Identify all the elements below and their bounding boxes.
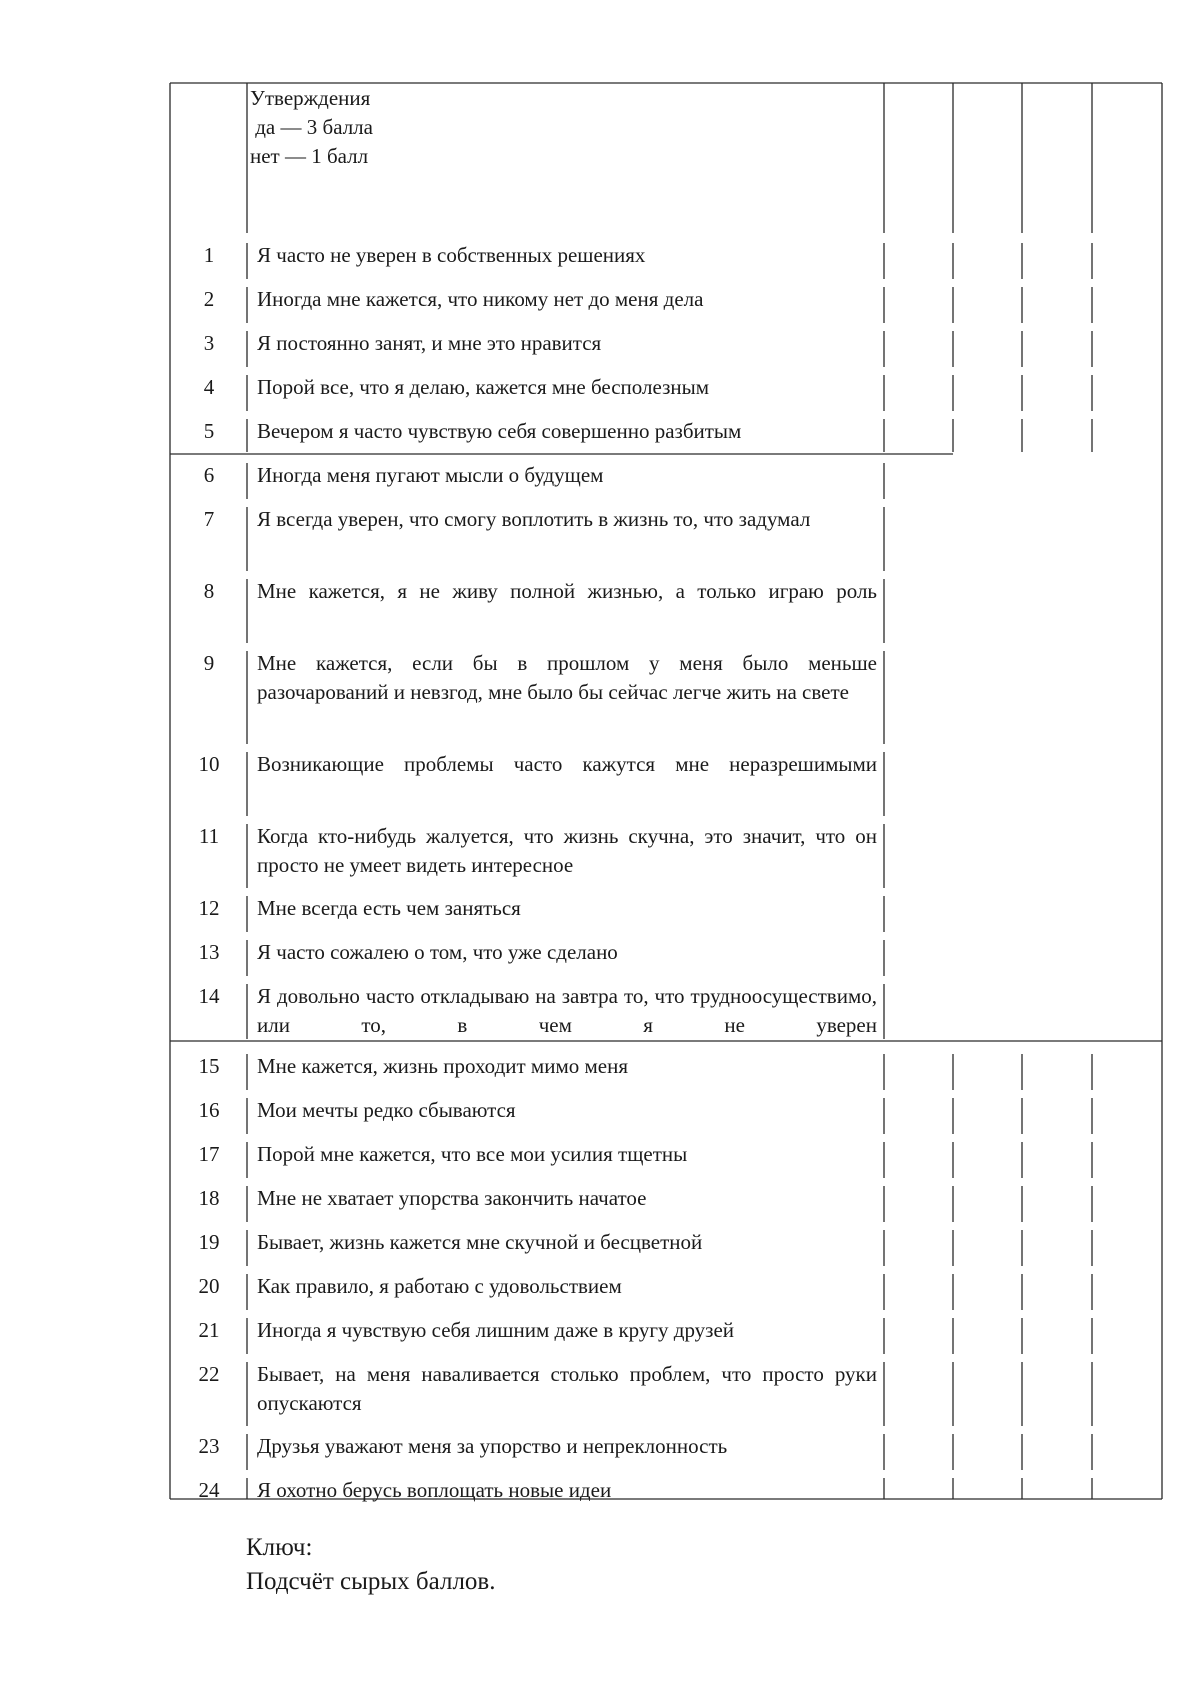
statement-text: Бывает, жизнь кажется мне скучной и бесцветной xyxy=(257,1230,703,1254)
statement-text: Мне кажется, если бы в прошлом у меня было меньше разочарований и невзгод, мне было бы сейчас легче жить на свете xyxy=(257,651,877,704)
row-number: 1 xyxy=(203,243,215,267)
row-number: 23 xyxy=(198,1434,220,1458)
statement-text: Мне всегда есть чем заняться xyxy=(257,896,521,920)
statement-text: Вечером я часто чувствую себя совершенно разбитым xyxy=(257,419,742,443)
statement-text: Порой мне кажется, что все мои усилия тщетны xyxy=(257,1142,688,1166)
row-number: 4 xyxy=(203,375,215,399)
row-number: 15 xyxy=(198,1054,220,1078)
statement-text: Мне не хватает упорства закончить начатое xyxy=(257,1186,647,1210)
statement-text: Мне кажется, жизнь проходит мимо меня xyxy=(257,1054,628,1078)
statement-text: Мои мечты редко сбываются xyxy=(257,1098,516,1122)
statement-text: Иногда я чувствую себя лишним даже в кругу друзей xyxy=(257,1318,735,1342)
row-number: 13 xyxy=(198,940,220,964)
row-number: 12 xyxy=(198,896,220,920)
key-label: Ключ: xyxy=(246,1534,313,1561)
row-number: 17 xyxy=(198,1142,220,1166)
statement-text: Я охотно берусь воплощать новые идеи xyxy=(257,1478,612,1502)
statement-text: Иногда меня пугают мысли о будущем xyxy=(257,463,604,487)
row-number: 21 xyxy=(198,1318,220,1342)
statement-text: Я часто сожалею о том, что уже сделано xyxy=(257,940,618,964)
row-number: 10 xyxy=(198,752,220,776)
header-no-rule: нет — 1 балл xyxy=(250,144,369,168)
row-number: 24 xyxy=(198,1478,220,1502)
row-number: 6 xyxy=(203,463,215,487)
statement-text: Я довольно часто откладываю на завтра то, что трудноосуществимо, или то, в чем я не уверен xyxy=(257,984,877,1037)
header-title: Утверждения xyxy=(250,86,371,110)
statement-text: Когда кто-нибудь жалуется, что жизнь скучна, это значит, что он просто не умеет видеть интересное xyxy=(257,824,877,877)
row-number: 14 xyxy=(198,984,220,1008)
statement-text: Порой все, что я делаю, кажется мне бесполезным xyxy=(257,375,710,399)
row-number: 5 xyxy=(203,419,215,443)
row-number: 20 xyxy=(198,1274,220,1298)
row-number: 18 xyxy=(198,1186,220,1210)
row-number: 7 xyxy=(203,507,215,531)
row-number: 19 xyxy=(198,1230,220,1254)
scoring-label: Подсчёт сырых баллов. xyxy=(246,1568,496,1595)
row-number: 11 xyxy=(198,824,220,848)
statement-text: Бывает, на меня наваливается столько проблем, что просто руки опускаются xyxy=(257,1362,877,1415)
row-number: 22 xyxy=(198,1362,220,1386)
statement-text: Возникающие проблемы часто кажутся мне неразрешимыми xyxy=(257,752,877,776)
header-yes-rule: да — 3 балла xyxy=(250,115,373,139)
statement-text: Я часто не уверен в собственных решениях xyxy=(257,243,646,267)
statement-text: Друзья уважают меня за упорство и непреклонность xyxy=(257,1434,728,1458)
table-header xyxy=(250,84,373,171)
row-number: 3 xyxy=(203,331,215,355)
row-number: 2 xyxy=(203,287,215,311)
statement-text: Как правило, я работаю с удовольствием xyxy=(257,1274,622,1298)
row-number: 9 xyxy=(203,651,215,675)
statement-text: Я постоянно занят, и мне это нравится xyxy=(257,331,602,355)
statement-text: Я всегда уверен, что смогу воплотить в жизнь то, что задумал xyxy=(257,507,811,531)
statement-text: Мне кажется, я не живу полной жизнью, а только играю роль xyxy=(257,579,877,603)
row-number: 16 xyxy=(198,1098,220,1122)
row-number: 8 xyxy=(203,579,215,603)
statement-text: Иногда мне кажется, что никому нет до меня дела xyxy=(257,287,704,311)
